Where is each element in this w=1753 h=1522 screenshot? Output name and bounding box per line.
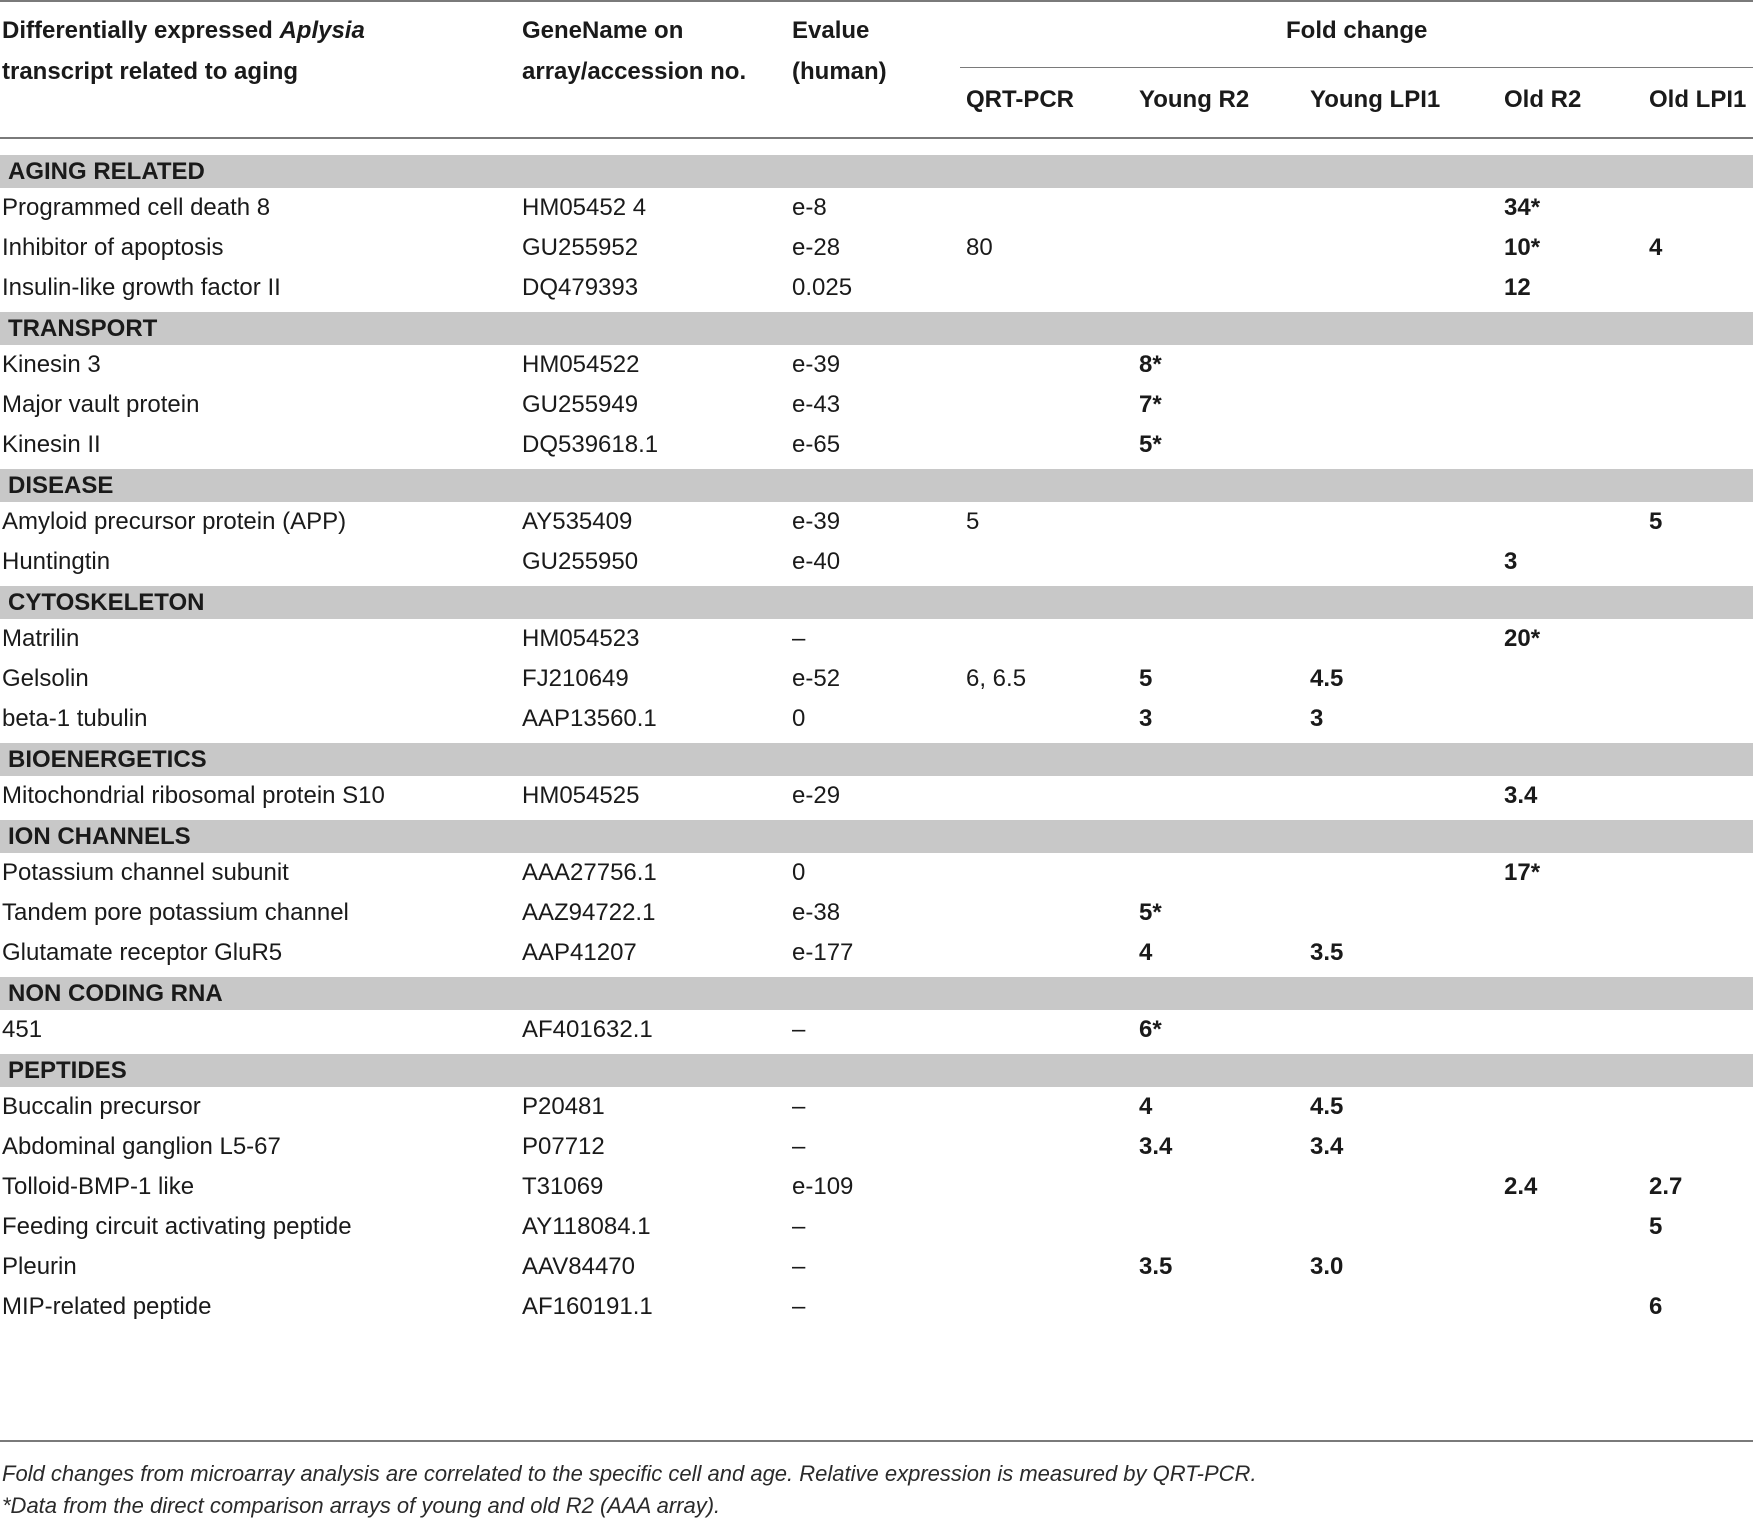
cell-accession: GU255952 <box>522 234 639 261</box>
table-row <box>0 1247 1753 1287</box>
category-row <box>0 586 1753 619</box>
table-row <box>0 1010 1753 1050</box>
header-bottom-rule <box>0 137 1753 139</box>
cell-evalue: e-177 <box>792 939 854 966</box>
header-evalue-line2: (human) <box>792 58 887 85</box>
category-label: NON CODING RNA <box>8 980 223 1007</box>
cell-evalue: – <box>792 625 806 652</box>
table-body <box>0 151 1753 1327</box>
header-fold-change: Fold change <box>1286 17 1428 44</box>
cell-evalue: e-65 <box>792 431 841 458</box>
cell-evalue: 0.025 <box>792 274 853 301</box>
cell-accession: HM05452 4 <box>522 194 647 221</box>
cell-transcript: Programmed cell death 8 <box>2 194 271 221</box>
cell-transcript: Amyloid precursor protein (APP) <box>2 508 347 535</box>
cell-accession: DQ479393 <box>522 274 639 301</box>
cell-transcript: beta-1 tubulin <box>2 705 148 732</box>
cell-accession: FJ210649 <box>522 665 629 692</box>
cell-transcript: Buccalin precursor <box>2 1093 201 1120</box>
cell-accession: AY535409 <box>522 508 633 535</box>
table-row <box>0 699 1753 739</box>
header-qrt-pcr: QRT-PCR <box>966 86 1074 113</box>
footnote-2: *Data from the direct comparison arrays of young and old R2 (AAA array). <box>2 1493 721 1518</box>
category-label: CYTOSKELETON <box>8 589 205 616</box>
cell-transcript: Feeding circuit activating peptide <box>2 1213 352 1240</box>
cell-old-r2: 3.4 <box>1504 782 1538 809</box>
cell-evalue: e-43 <box>792 391 841 418</box>
table-row <box>0 542 1753 582</box>
cell-old-r2: 10* <box>1504 234 1541 261</box>
cell-evalue: e-39 <box>792 351 841 378</box>
cell-accession: DQ539618.1 <box>522 431 659 458</box>
header-old-r2: Old R2 <box>1504 86 1582 113</box>
cell-qrt-pcr: 80 <box>966 234 993 261</box>
cell-accession: T31069 <box>522 1173 604 1200</box>
table-row <box>0 853 1753 893</box>
cell-evalue: – <box>792 1213 806 1240</box>
cell-evalue: e-109 <box>792 1173 854 1200</box>
cell-young-r2: 5 <box>1139 665 1153 692</box>
cell-evalue: e-29 <box>792 782 841 809</box>
header-transcript-italic: Aplysia <box>279 17 365 44</box>
cell-evalue: e-39 <box>792 508 841 535</box>
table-row <box>0 659 1753 699</box>
header-transcript-line2: transcript related to aging <box>2 58 299 85</box>
header-young-lpi1: Young LPI1 <box>1310 86 1441 113</box>
cell-evalue: – <box>792 1093 806 1120</box>
cell-accession: P20481 <box>522 1093 605 1120</box>
fold-change-rule <box>960 67 1753 68</box>
category-row <box>0 820 1753 853</box>
cell-young-r2: 3.4 <box>1139 1133 1173 1160</box>
cell-evalue: 0 <box>792 705 806 732</box>
cell-transcript: Kinesin II <box>2 431 101 458</box>
category-row <box>0 743 1753 776</box>
cell-old-r2: 2.4 <box>1504 1173 1538 1200</box>
cell-accession: HM054522 <box>522 351 640 378</box>
cell-transcript: Glutamate receptor GluR5 <box>2 939 283 966</box>
cell-young-r2: 6* <box>1139 1016 1162 1043</box>
cell-transcript: Potassium channel subunit <box>2 859 289 886</box>
cell-old-lpi1: 4 <box>1649 234 1663 261</box>
cell-old-r2: 20* <box>1504 625 1541 652</box>
cell-accession: AAA27756.1 <box>522 859 657 886</box>
table-row <box>0 619 1753 659</box>
cell-qrt-pcr: 6, 6.5 <box>966 665 1027 692</box>
cell-young-lpi1: 3 <box>1310 705 1324 732</box>
cell-transcript: Matrilin <box>2 625 80 652</box>
table-row <box>0 425 1753 465</box>
cell-evalue: – <box>792 1253 806 1280</box>
cell-evalue: e-52 <box>792 665 841 692</box>
cell-transcript: Pleurin <box>2 1253 77 1280</box>
category-row <box>0 469 1753 502</box>
table-row <box>0 1127 1753 1167</box>
cell-evalue: e-28 <box>792 234 841 261</box>
table-row <box>0 228 1753 268</box>
cell-qrt-pcr: 5 <box>966 508 980 535</box>
cell-accession: P07712 <box>522 1133 605 1160</box>
footnote-1: Fold changes from microarray analysis are correlated to the specific cell and age. Relative expression is measured by QRT-PCR. <box>2 1461 1257 1486</box>
cell-young-r2: 7* <box>1139 391 1162 418</box>
table-top-rule <box>0 0 1753 2</box>
cell-young-lpi1: 3.5 <box>1310 939 1344 966</box>
table-row <box>0 1167 1753 1207</box>
category-label: AGING RELATED <box>8 158 205 185</box>
cell-transcript: Mitochondrial ribosomal protein S10 <box>2 782 385 809</box>
table-bottom-rule <box>0 1440 1753 1442</box>
cell-transcript: Abdominal ganglion L5-67 <box>2 1133 281 1160</box>
cell-accession: AY118084.1 <box>522 1213 651 1240</box>
cell-old-lpi1: 2.7 <box>1649 1173 1683 1200</box>
cell-evalue: e-8 <box>792 194 827 221</box>
header-transcript-line1 <box>2 11 365 51</box>
category-row <box>0 155 1753 188</box>
table-row <box>0 385 1753 425</box>
cell-young-r2: 4 <box>1139 1093 1153 1120</box>
category-label: ION CHANNELS <box>8 823 191 850</box>
cell-old-r2: 34* <box>1504 194 1541 221</box>
header-young-r2: Young R2 <box>1139 86 1250 113</box>
category-row <box>0 1054 1753 1087</box>
table-row <box>0 268 1753 308</box>
cell-accession: AF401632.1 <box>522 1016 653 1043</box>
header-genename-line2: array/accession no. <box>522 58 747 85</box>
cell-old-r2: 3 <box>1504 548 1518 575</box>
cell-evalue: – <box>792 1016 806 1043</box>
cell-accession: AAP13560.1 <box>522 705 657 732</box>
cell-transcript: Major vault protein <box>2 391 200 418</box>
header-evalue-line1: Evalue <box>792 17 870 44</box>
header-old-lpi1: Old LPI1 <box>1649 86 1747 113</box>
table-row <box>0 893 1753 933</box>
table-row <box>0 345 1753 385</box>
cell-accession: HM054525 <box>522 782 640 809</box>
cell-old-r2: 17* <box>1504 859 1541 886</box>
cell-young-lpi1: 4.5 <box>1310 665 1344 692</box>
cell-young-r2: 5* <box>1139 431 1162 458</box>
cell-accession: AAZ94722.1 <box>522 899 656 926</box>
table-row <box>0 1287 1753 1327</box>
cell-transcript: Tandem pore potassium channel <box>2 899 349 926</box>
cell-evalue: – <box>792 1293 806 1320</box>
category-label: DISEASE <box>8 472 114 499</box>
cell-young-r2: 8* <box>1139 351 1162 378</box>
header-genename-line1: GeneName on <box>522 17 684 44</box>
cell-accession: HM054523 <box>522 625 640 652</box>
cell-young-r2: 3 <box>1139 705 1153 732</box>
cell-accession: AAP41207 <box>522 939 637 966</box>
cell-transcript: Insulin-like growth factor II <box>2 274 281 301</box>
cell-transcript: MIP-related peptide <box>2 1293 212 1320</box>
cell-transcript: Huntingtin <box>2 548 111 575</box>
cell-young-lpi1: 3.4 <box>1310 1133 1344 1160</box>
cell-old-lpi1: 6 <box>1649 1293 1663 1320</box>
table-row <box>0 1087 1753 1127</box>
table-row <box>0 1207 1753 1247</box>
category-label: PEPTIDES <box>8 1057 127 1084</box>
cell-young-r2: 3.5 <box>1139 1253 1173 1280</box>
table-row <box>0 776 1753 816</box>
cell-accession: AAV84470 <box>522 1253 635 1280</box>
cell-evalue: – <box>792 1133 806 1160</box>
table-row <box>0 502 1753 542</box>
cell-evalue: e-40 <box>792 548 841 575</box>
cell-transcript: Inhibitor of apoptosis <box>2 234 224 261</box>
cell-old-r2: 12 <box>1504 274 1531 301</box>
header-transcript-text: Differentially expressed <box>2 17 280 44</box>
cell-evalue: e-38 <box>792 899 841 926</box>
category-label: BIOENERGETICS <box>8 746 207 773</box>
cell-transcript: 451 <box>2 1016 43 1043</box>
cell-young-lpi1: 4.5 <box>1310 1093 1344 1120</box>
cell-young-r2: 5* <box>1139 899 1162 926</box>
cell-accession: AF160191.1 <box>522 1293 653 1320</box>
category-label: TRANSPORT <box>8 315 158 342</box>
cell-accession: GU255949 <box>522 391 639 418</box>
cell-evalue: 0 <box>792 859 806 886</box>
cell-young-r2: 4 <box>1139 939 1153 966</box>
table-row <box>0 188 1753 228</box>
category-row <box>0 312 1753 345</box>
cell-old-lpi1: 5 <box>1649 1213 1663 1240</box>
table-row <box>0 933 1753 973</box>
cell-old-lpi1: 5 <box>1649 508 1663 535</box>
category-row <box>0 977 1753 1010</box>
cell-young-lpi1: 3.0 <box>1310 1253 1344 1280</box>
cell-accession: GU255950 <box>522 548 639 575</box>
cell-transcript: Gelsolin <box>2 665 89 692</box>
cell-transcript: Kinesin 3 <box>2 351 101 378</box>
cell-transcript: Tolloid-BMP-1 like <box>2 1173 195 1200</box>
